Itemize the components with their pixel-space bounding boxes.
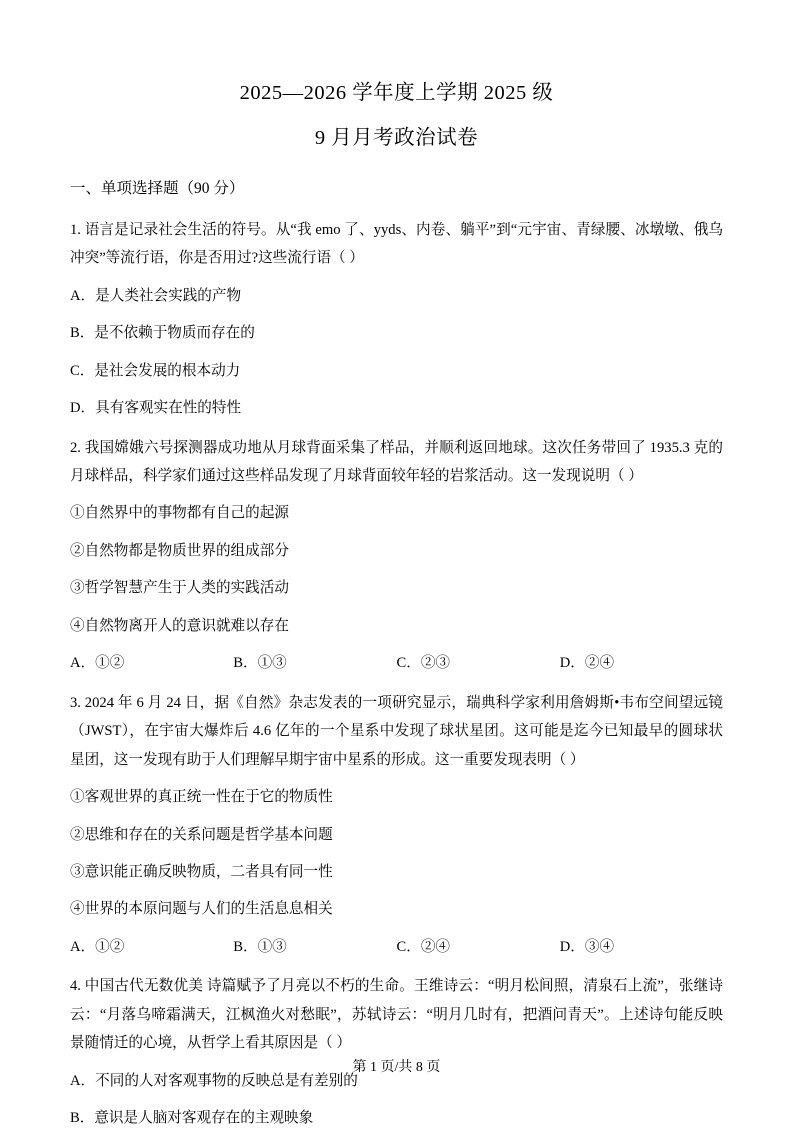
question-choice: B．①③ xyxy=(233,938,287,955)
question-choice: D．②④ xyxy=(559,655,615,672)
question-option: A．不同的人对客观事物的反映总是有差别的 xyxy=(70,1072,358,1089)
question-option: D．具有客观实在性的特性 xyxy=(70,400,242,417)
page-footer: 第 1 页/共 8 页 xyxy=(352,1060,441,1075)
question-sub-statement: ③哲学智慧产生于人类的实践活动 xyxy=(70,580,289,597)
question-block xyxy=(70,689,723,962)
question-option: B．是不依赖于物质而存在的 xyxy=(70,325,255,342)
question-sub-statement: ④世界的本原问题与人们的生活息息相关 xyxy=(70,901,333,918)
question-choice: B．①③ xyxy=(233,655,287,672)
question-choice: A．①② xyxy=(70,938,125,955)
question-option: A．是人类社会实践的产物 xyxy=(70,287,242,304)
question-choice-row xyxy=(70,649,723,677)
question-choice: C．②③ xyxy=(396,655,451,672)
question-sub-statement: ③意识能正确反映物质，二者具有同一性 xyxy=(70,864,333,880)
question-sub-statement: ②思维和存在的关系问题是哲学基本问题 xyxy=(70,826,333,843)
page-title-line-1: 2025—2026 学年度上学期 2025 级 xyxy=(239,82,554,104)
question-choice: D．③④ xyxy=(559,938,615,955)
question-block xyxy=(70,972,723,1132)
question-sub-statement: ④自然物离开人的意识就难以存在 xyxy=(70,617,289,634)
page-title-line-2: 9 月月考政治试卷 xyxy=(314,126,479,149)
question-choice-row xyxy=(70,933,723,961)
question-sub-statement: ①自然界中的事物都有自己的起源 xyxy=(70,505,289,522)
question-choice: A．①② xyxy=(70,655,125,672)
question-block xyxy=(70,216,723,423)
question-option: B．意识是人脑对客观存在的主观映象 xyxy=(70,1110,314,1127)
question-option: C．是社会发展的根本动力 xyxy=(70,362,241,379)
question-block xyxy=(70,434,723,678)
section-heading: 一、单项选择题（90 分） xyxy=(70,179,245,197)
question-stem: 4. 中国古代无数优美 诗篇赋予了月亮以不朽的生命。王维诗云：“明月松间照，清泉石上流”，张继诗云：“月落乌啼霜满天，江枫渔火对愁眠”，苏轼诗云：“明月几时有，把酒问青天”。上述诗句能反映景随情迁的心境，从哲学上看其原因是（ ） xyxy=(70,978,723,1052)
question-stem: 3. 2024 年 6 月 24 日，据《自然》杂志发表的一项研究显示，瑞典科学家利用詹姆斯•韦布空间望远镜（JWST），在宇宙大爆炸后 4.6 亿年的一个星系中发现了球状星团。这可能是迄今已知最早的圆球状星团，这一发现有助于人们理解早期宇宙中星系的形成。这一重要发现表明（ ） xyxy=(70,694,723,768)
question-sub-statement: ①客观世界的真正统一性在于它的物质性 xyxy=(70,789,333,806)
question-sub-statement: ②自然物都是物质世界的组成部分 xyxy=(70,542,289,559)
question-stem: 2. 我国嫦娥六号探测器成功地从月球背面采集了样品，并顺利返回地球。这次任务带回了 1935.3 克的月球样品，科学家们通过这些样品发现了月球背面较年轻的岩浆活动。这一发现说明（ ） xyxy=(70,439,723,485)
question-choice: C．②④ xyxy=(396,938,451,955)
question-stem: 1. 语言是记录社会生活的符号。从“我 emo 了、yyds、内卷、躺平”到“元宇宙、青绿腰、冰墩墩、俄乌冲突”等流行语，你是否用过?这些流行语（ ） xyxy=(70,221,723,267)
